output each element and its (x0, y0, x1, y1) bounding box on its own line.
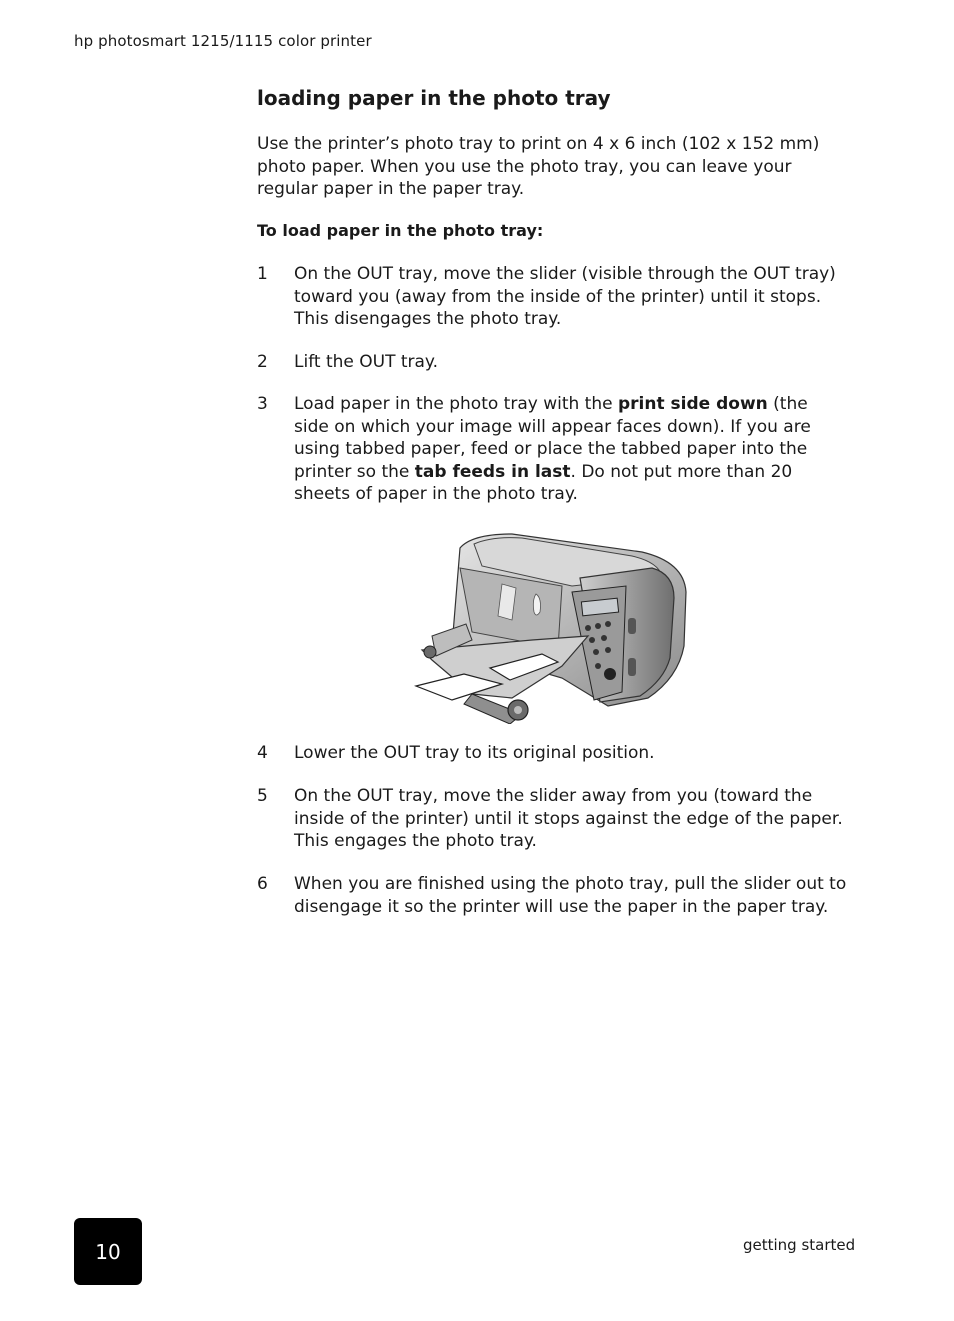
running-header: hp photosmart 1215/1115 color printer (74, 32, 372, 50)
step-4 (257, 742, 847, 765)
step-text-part: Load paper in the photo tray with the (294, 394, 618, 414)
step-text: Lower the OUT tray to its original position. (294, 743, 655, 763)
emphasis-tab-feeds-in-last: tab feeds in last (414, 461, 571, 482)
step-number: 3 (257, 394, 268, 414)
step-text: On the OUT tray, move the slider (visible through the OUT tray) toward you (away from the inside of the printer) until it stops. This disengages the photo tray. (294, 264, 836, 329)
step-number: 5 (257, 786, 268, 806)
step-2 (257, 351, 847, 374)
step-number: 1 (257, 264, 268, 284)
step-5 (257, 785, 847, 853)
step-number: 2 (257, 352, 268, 372)
page-number-tab (74, 1218, 142, 1285)
step-1 (257, 263, 847, 331)
step-text-part: . Do not put more than 20 sheets of paper in the photo tray. (294, 461, 793, 504)
step-3 (257, 393, 847, 506)
footer-section-label: getting started (743, 1236, 856, 1254)
step-number: 6 (257, 874, 268, 894)
page-number: 10 (95, 1239, 121, 1264)
step-number: 4 (257, 743, 268, 763)
step-text: Lift the OUT tray. (294, 352, 438, 372)
step-text (294, 393, 847, 506)
step-text-part: (the side on which your image will appear faces down). If you are using tabbed paper, feed or place the tabbed paper into the printer so the (294, 394, 811, 482)
emphasis-print-side-down: print side down (618, 394, 768, 414)
printer-illustration (412, 528, 692, 728)
step-6 (257, 873, 847, 918)
section-title: loading paper in the photo tray (257, 86, 611, 110)
intro-paragraph: Use the printer’s photo tray to print on 4 x 6 inch (102 x 152 mm) photo paper. When you use the photo tray, you can leave your regular paper in the paper tray. (257, 134, 820, 199)
step-text: On the OUT tray, move the slider away from you (toward the inside of the printer) until it stops against the edge of the paper. This engages the photo tray. (294, 786, 843, 851)
procedure-heading: To load paper in the photo tray: (257, 221, 544, 240)
step-text: When you are finished using the photo tray, pull the slider out to disengage it so the printer will use the paper in the paper tray. (294, 874, 847, 917)
